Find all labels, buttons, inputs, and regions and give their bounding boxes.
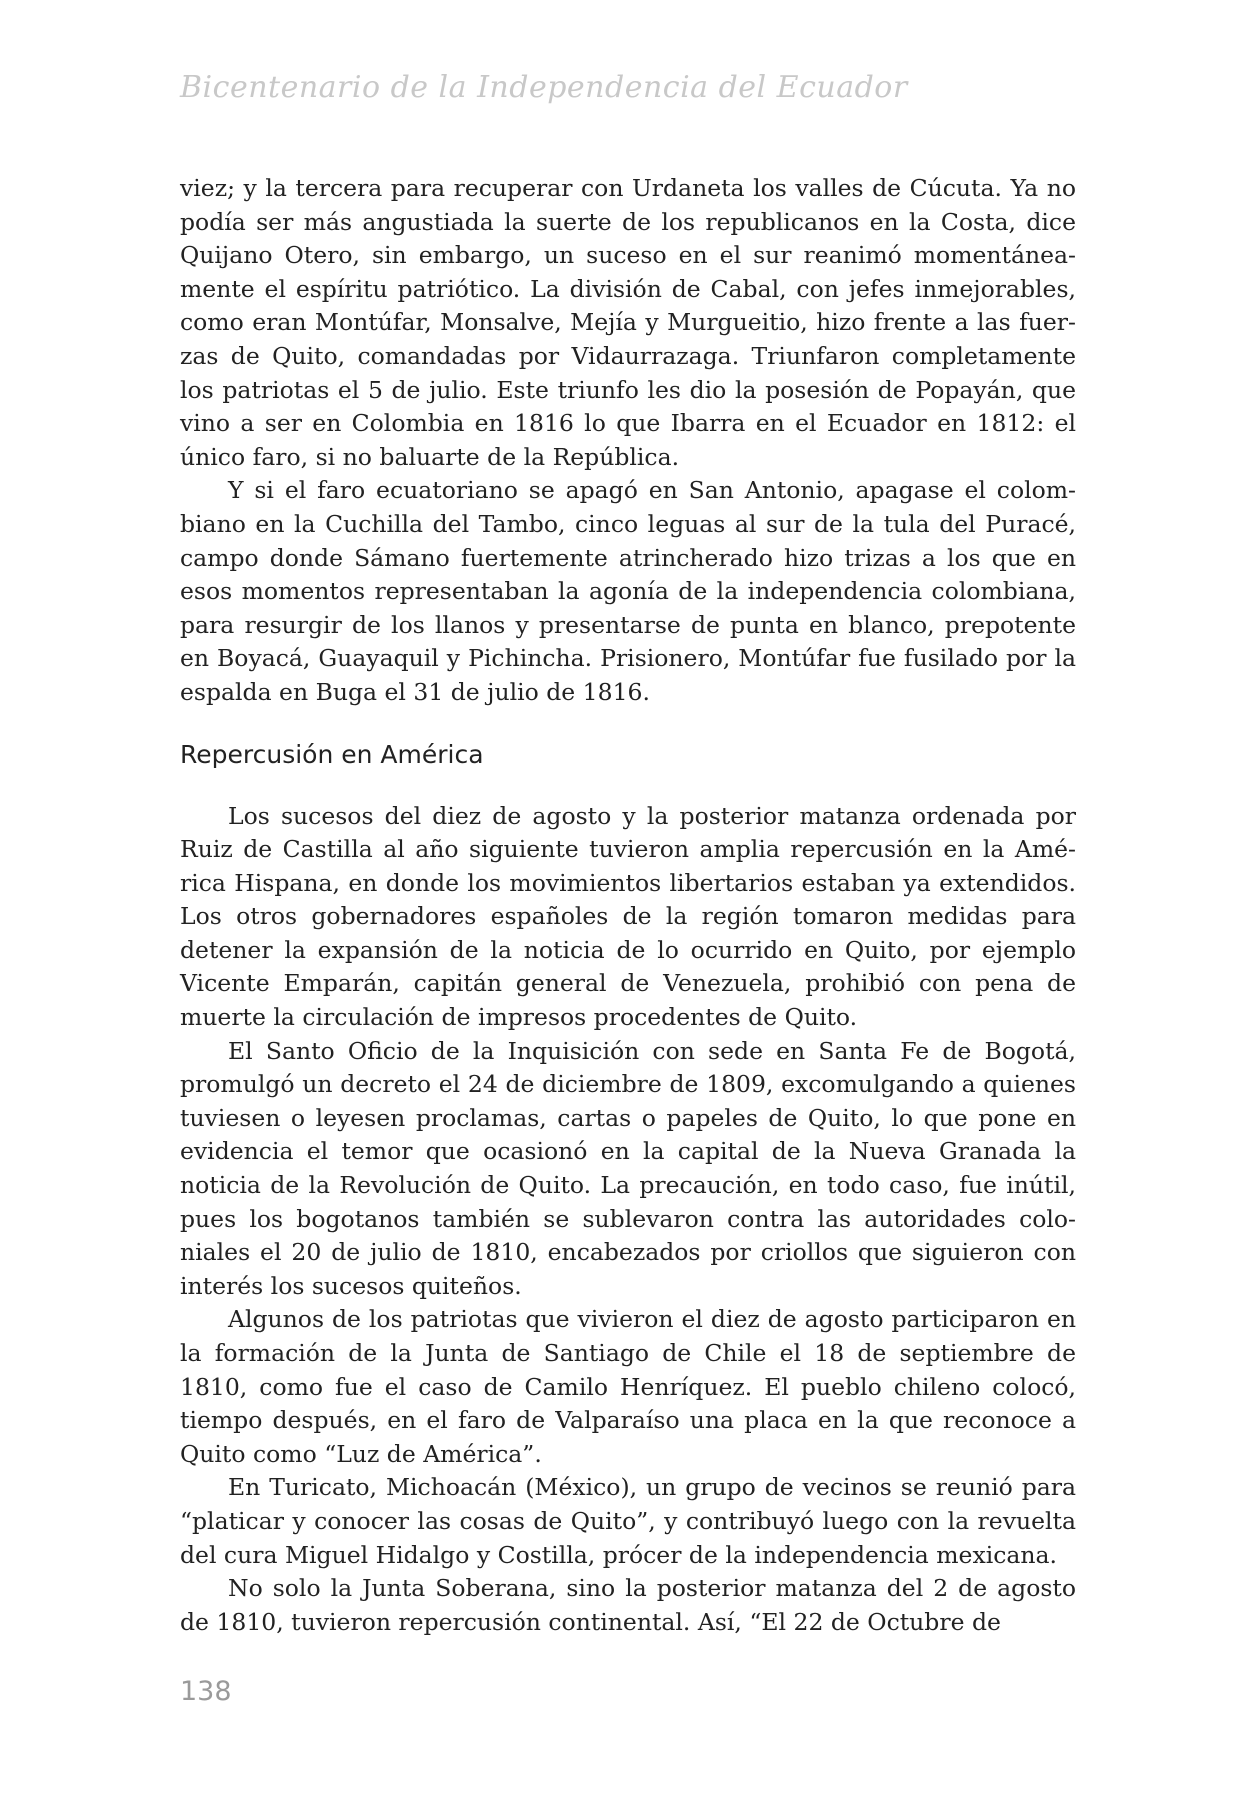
paragraph: No solo la Junta Soberana, sino la posterior matanza del 2 de agosto de 1810, tuvieron repercusión continental. Así, “El 22 de Octubre de: [180, 1574, 1076, 1636]
paragraph-continuation: viez; y la tercera para recuperar con Urdaneta los valles de Cúcuta. Ya no podía ser más angustiada la suerte de los republicanos en la Costa, dice Quijano Otero, sin embargo, un suceso en el sur reanimó momentáneamente el espíritu patriótico. La división de Cabal, con jefes inmejorables, como eran Montúfar, Monsalve, Mejía y Murgueitio, hizo frente a las fuerzas de Quito, comandadas por Vidaurrazaga. Triunfaron completamente los patriotas el 5 de julio. Este triunfo les dio la posesión de Popayán, que vino a ser en Colombia en 1816 lo que Ibarra en el Ecuador en 1812: el único faro, si no baluarte de la República.: [180, 174, 1076, 471]
section-heading: Repercusión en América: [180, 739, 484, 769]
running-header: Bicentenario de la Independencia del Ecuador: [180, 70, 908, 105]
paragraph: Y si el faro ecuatoriano se apagó en San Antonio, apagase el colombiano en la Cuchilla del Tambo, cinco leguas al sur de la tula del Puracé, campo donde Sámano fuertemente atrincherado hizo trizas a los que en esos momentos representaban la agonía de la independencia colombiana, para resurgir de los llanos y presentarse de punta en blanco, prepotente en Boyacá, Guayaquil y Pichincha. Prisionero, Montúfar fue fusilado por la espalda en Buga el 31 de julio de 1816.: [180, 476, 1076, 706]
paragraph: El Santo Oficio de la Inquisición con sede en Santa Fe de Bogotá, promulgó un decreto el 24 de diciembre de 1809, excomulgando a quienes tuviesen o leyesen proclamas, cartas o papeles de Quito, lo que pone en evidencia el temor que ocasionó en la capital de la Nueva Granada la noticia de la Revolución de Quito. La precaución, en todo caso, fue inútil, pues los bogotanos también se sublevaron contra las autoridades coloniales el 20 de julio de 1810, encabezados por criollos que siguieron con interés los sucesos quiteños.: [180, 1036, 1076, 1300]
paragraph: En Turicato, Michoacán (México), un grupo de vecinos se reunió para “platicar y conocer las cosas de Quito”, y contribuyó luego con la revuelta del cura Miguel Hidalgo y Costilla, prócer de la independencia mexicana.: [180, 1473, 1076, 1569]
paragraph: Algunos de los patriotas que vivieron el diez de agosto participaron en la formación de la Junta de Santiago de Chile el 18 de septiembre de 1810, como fue el caso de Camilo Henríquez. El pueblo chileno colocó, tiempo después, en el faro de Valparaíso una placa en la que reconoce a Quito como “Luz de América”.: [180, 1305, 1076, 1468]
paragraph: Los sucesos del diez de agosto y la posterior matanza ordenada por Ruiz de Castilla al año siguiente tuvieron amplia repercusión en la América Hispana, en donde los movimientos libertarios estaban ya extendidos. Los otros gobernadores españoles de la región tomaron medidas para detener la expansión de la noticia de lo ocurrido en Quito, por ejemplo Vicente Emparán, capitán general de Venezuela, prohibió con pena de muerte la circulación de impresos procedentes de Quito.: [180, 801, 1076, 1032]
body-text: [180, 172, 1076, 1639]
page-number: 138: [180, 1676, 232, 1707]
